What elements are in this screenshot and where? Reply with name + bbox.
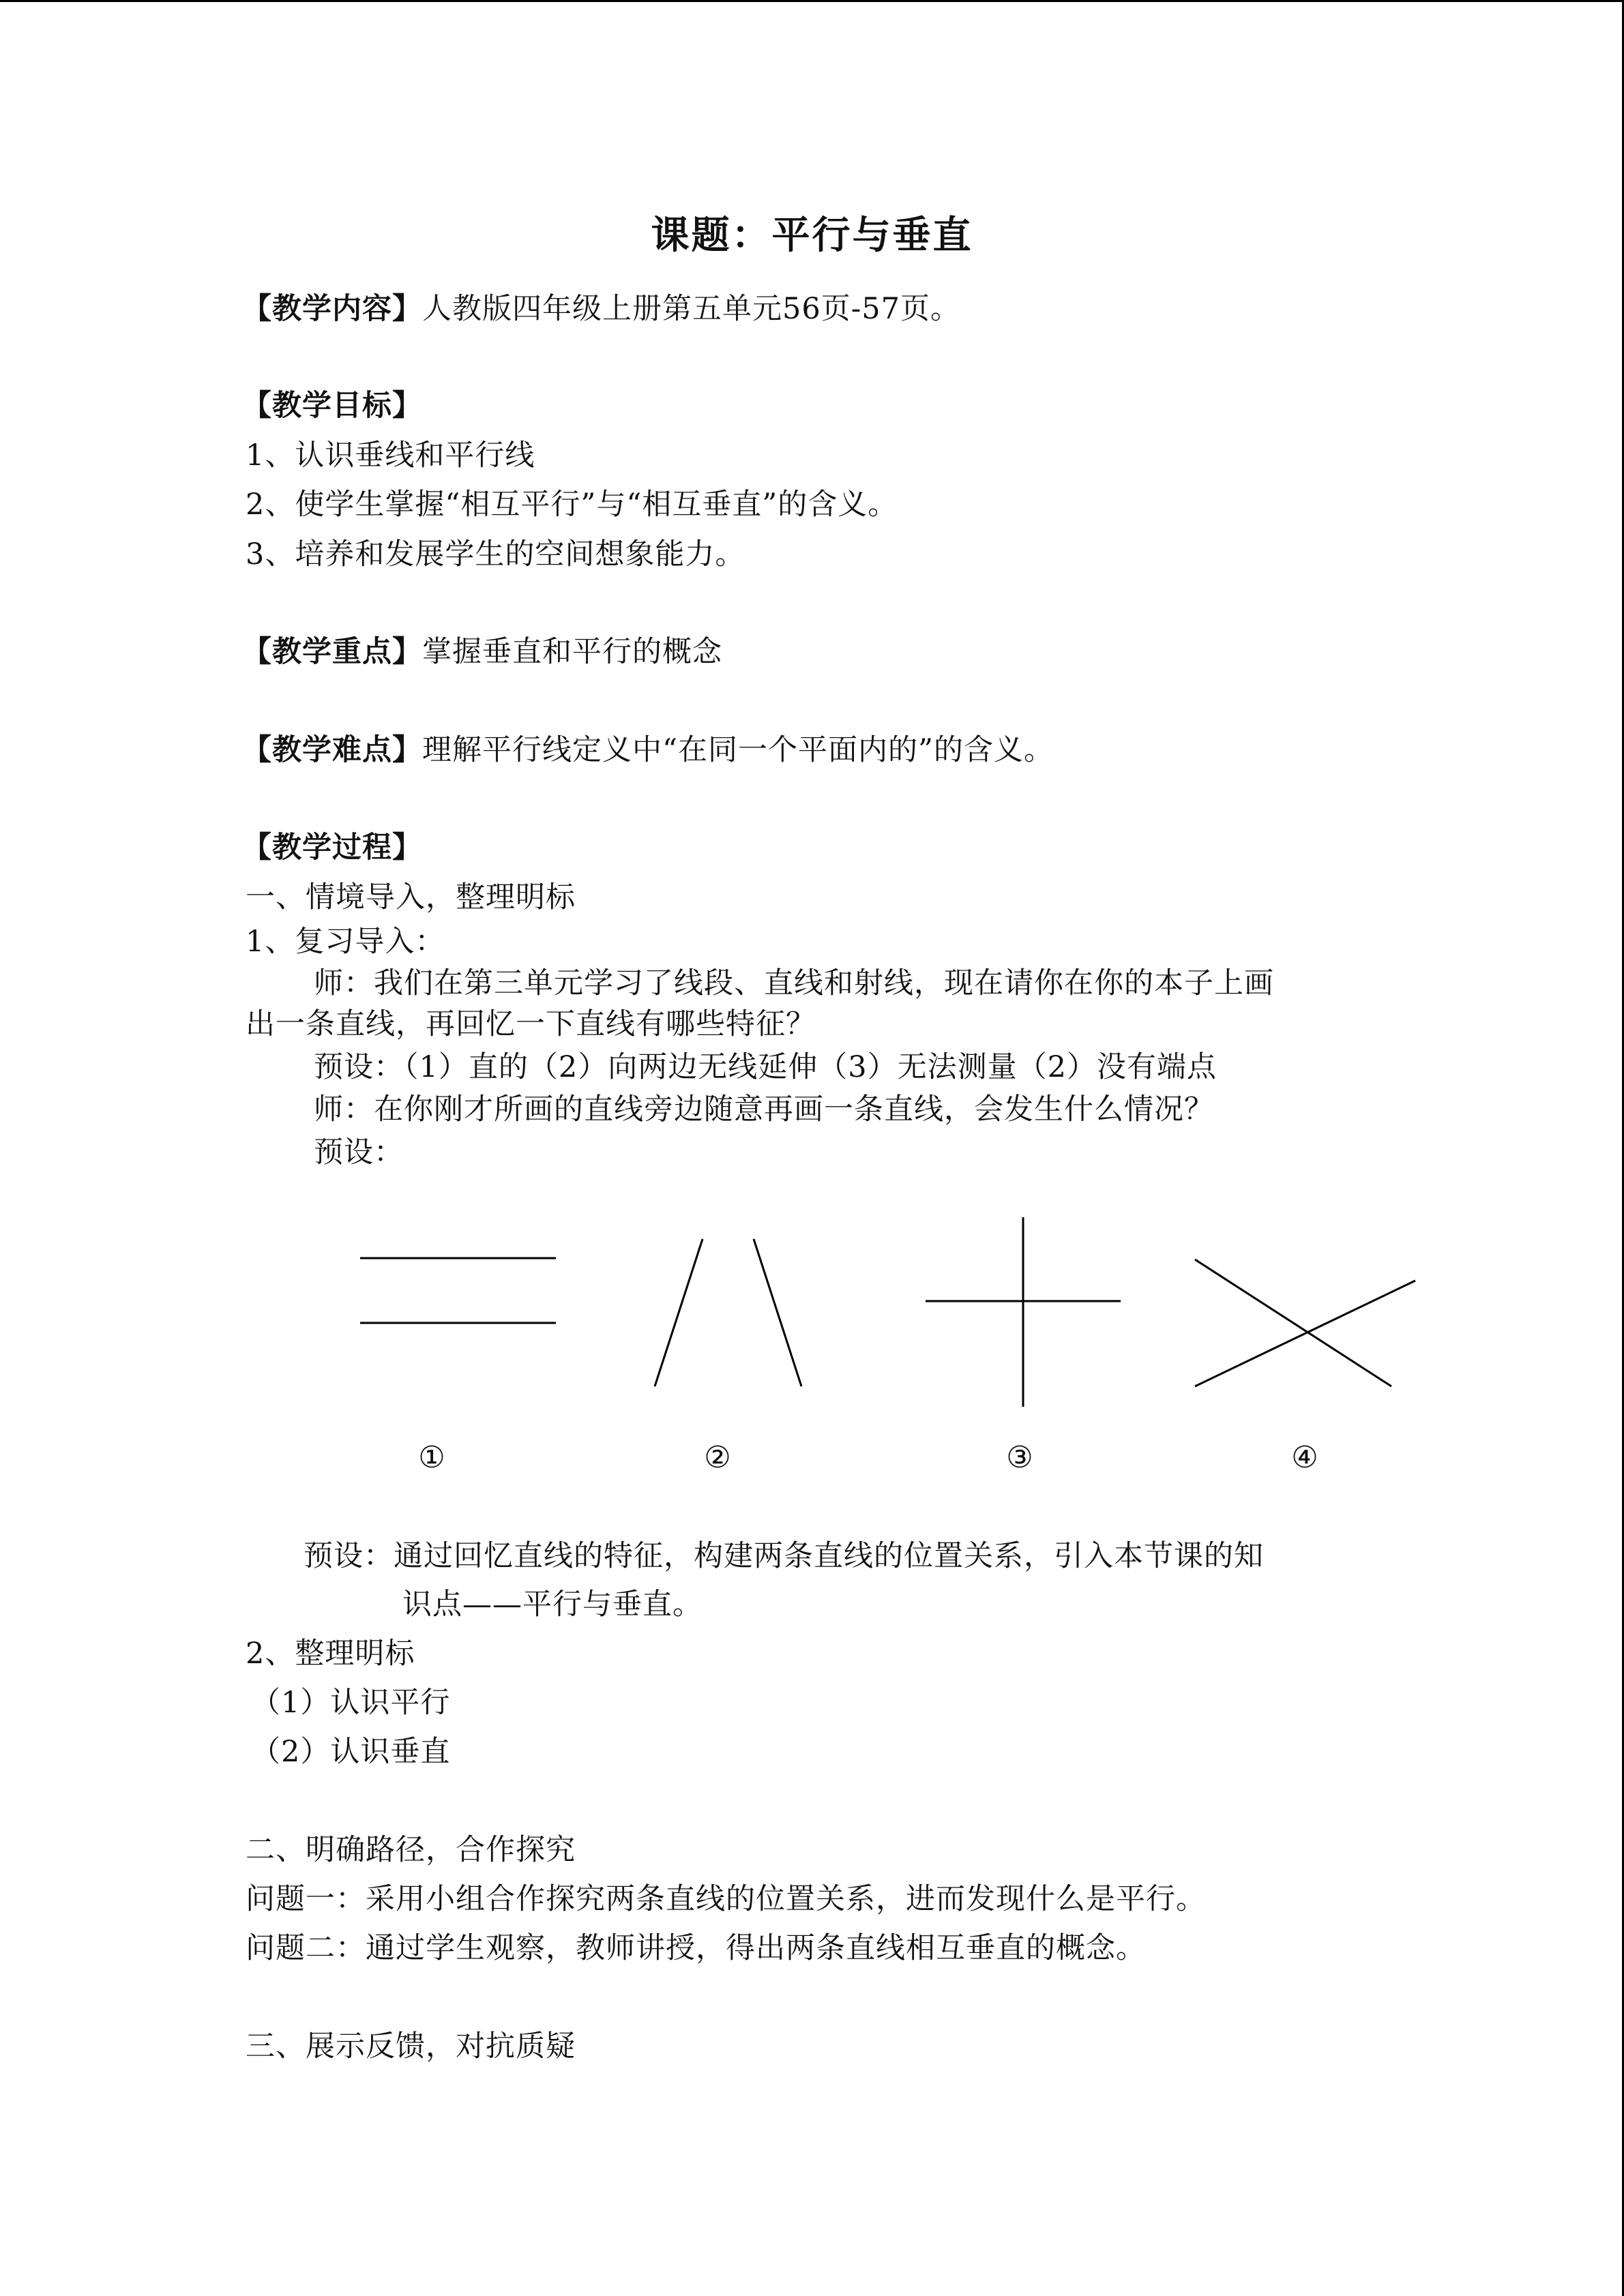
question-1: 问题一：采用小组合作探究两条直线的位置关系，进而发现什么是平行。 xyxy=(246,1882,1206,1916)
fig2-line-left xyxy=(655,1239,703,1386)
goal-item-1: 1、认识垂线和平行线 xyxy=(246,438,535,473)
difficulty-text: 理解平行线定义中“在同一个平面内的”的含义。 xyxy=(422,733,1054,767)
question-2: 问题二：通过学生观察，教师讲授，得出两条直线相互垂直的概念。 xyxy=(246,1931,1146,1965)
teacher-question-1b: 出一条直线，再回忆一下直线有哪些特征？ xyxy=(246,1007,816,1041)
preset-1: 预设：（1）直的（2）向两边无线延伸（3）无法测量（2）没有端点 xyxy=(314,1050,1217,1084)
process-label: 【教学过程】 xyxy=(242,831,422,865)
section-2-heading: 二、明确路径，合作探究 xyxy=(246,1833,576,1867)
section-3-heading: 三、展示反馈，对抗质疑 xyxy=(246,2029,576,2063)
page-title: 课题：平行与垂直 xyxy=(651,213,973,258)
organize-heading: 2、整理明标 xyxy=(246,1637,415,1671)
content-text: 人教版四年级上册第五单元56页-57页。 xyxy=(422,292,960,326)
figure-label-1: ① xyxy=(418,1440,445,1475)
teacher-question-1a: 师：我们在第三单元学习了线段、直线和射线，现在请你在你的本子上画 xyxy=(314,966,1274,1000)
content-label: 【教学内容】 xyxy=(242,292,422,326)
figure-label-4: ④ xyxy=(1291,1440,1318,1475)
section-1-heading: 一、情境导入，整理明标 xyxy=(246,880,576,914)
preset-2: 预设： xyxy=(314,1135,404,1169)
difficulty-label: 【教学难点】 xyxy=(242,733,422,767)
teacher-question-2: 师：在你刚才所画的直线旁边随意再画一条直线，会发生什么情况？ xyxy=(314,1092,1214,1127)
fig4-line-a xyxy=(1195,1259,1391,1386)
goal-item-3: 3、培养和发展学生的空间想象能力。 xyxy=(246,537,745,571)
goals-label: 【教学目标】 xyxy=(242,389,422,423)
preset-3a: 预设：通过回忆直线的特征，构建两条直线的位置关系，引入本节课的知 xyxy=(304,1539,1264,1573)
figure-label-3: ③ xyxy=(1006,1440,1033,1475)
organize-item-2: （2）认识垂直 xyxy=(251,1735,451,1769)
organize-item-1: （1）认识平行 xyxy=(251,1686,451,1720)
preset-3b: 识点——平行与垂直。 xyxy=(402,1587,703,1622)
fig4-line-b xyxy=(1195,1281,1415,1386)
goal-item-2: 2、使学生掌握“相互平行”与“相互垂直”的含义。 xyxy=(246,488,898,522)
fig2-line-right xyxy=(754,1239,801,1386)
key-point-text: 掌握垂直和平行的概念 xyxy=(422,635,722,669)
review-heading: 1、复习导入： xyxy=(246,925,445,959)
key-point-label: 【教学重点】 xyxy=(242,635,422,669)
figure-label-2: ② xyxy=(704,1440,731,1475)
